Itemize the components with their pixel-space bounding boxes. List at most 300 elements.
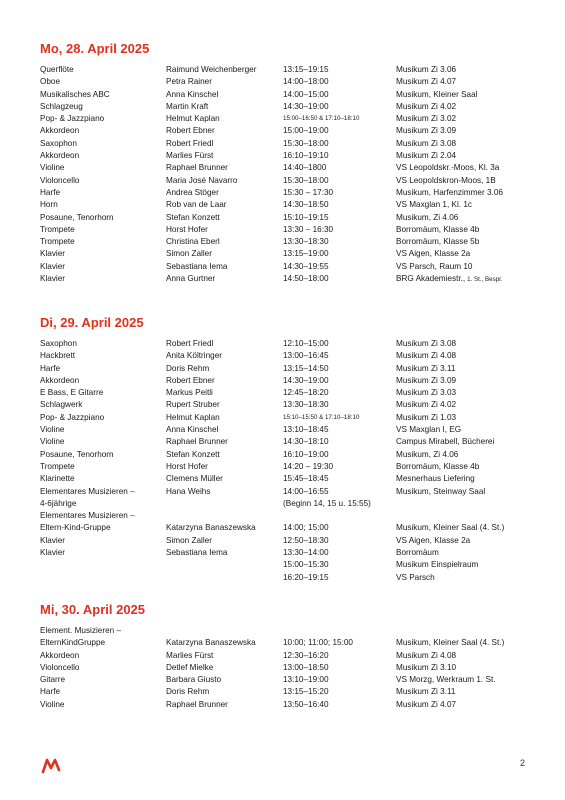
teacher-cell: [166, 461, 208, 473]
teacher-cell: [166, 76, 212, 88]
time-cell-text: 15:10–15:50 & 17:10–18:10: [283, 413, 360, 421]
teacher-cell: [166, 547, 227, 559]
time-cell: [283, 436, 329, 448]
time-cell: [283, 572, 329, 584]
time-cell-text: 13:00–16:45: [283, 351, 329, 361]
room-cell-text: Musikum Zi 4.02: [396, 101, 457, 111]
room-cell: [396, 637, 504, 649]
time-cell: [283, 650, 329, 662]
schedule-row: [40, 350, 540, 362]
schedule-row: [40, 559, 540, 571]
room-cell: [396, 686, 455, 698]
room-cell: [396, 559, 478, 571]
room-cell: [396, 101, 456, 113]
room-cell-text: VS Leopoldskron-Moos, 1B: [396, 175, 496, 185]
teacher-cell-text: Doris Rehm: [166, 687, 210, 697]
time-cell: [283, 461, 333, 473]
time-cell: [283, 101, 329, 113]
room-cell-text: VS Parsch: [396, 572, 435, 582]
schedule-row: [40, 449, 540, 461]
subject-cell: [40, 248, 65, 260]
schedule-rows: [40, 64, 540, 285]
room-cell: [396, 387, 456, 399]
time-cell: [283, 64, 329, 76]
subject-cell-text: Klavier: [40, 535, 66, 545]
room-cell: [396, 522, 504, 534]
time-cell-text: 14:30–19:55: [283, 261, 329, 271]
room-cell: [396, 138, 456, 150]
teacher-cell-text: Simon Zaller: [166, 249, 212, 259]
subject-cell: [40, 273, 65, 285]
time-cell-text: 14:50–18:00: [283, 274, 329, 284]
subject-cell: [40, 76, 60, 88]
subject-cell: [40, 125, 79, 137]
teacher-cell: [166, 261, 227, 273]
subject-cell-text: Akkordeon: [40, 151, 80, 161]
subject-cell-text: Schlagzeug: [40, 101, 83, 111]
subject-cell-text: Saxophon: [40, 339, 77, 348]
teacher-cell-text: Hana Weihs: [166, 486, 211, 496]
schedule-row: [40, 650, 540, 662]
time-cell: [283, 686, 329, 698]
day-heading: Mo, 28. April 2025: [40, 41, 150, 56]
subject-cell-text: E Bass, E Gitarre: [40, 388, 104, 398]
schedule-row: [40, 101, 540, 113]
schedule-row: [40, 375, 540, 387]
room-cell-text: Musikum Zi 4.07: [396, 77, 457, 87]
time-cell: [283, 236, 329, 248]
time-cell-text: 13:30 – 16:30: [283, 224, 334, 234]
subject-cell-text: 4-6jährige: [40, 498, 77, 508]
room-cell: [396, 424, 461, 436]
room-cell-text: Musikum Zi 3.09: [396, 375, 457, 385]
subject-cell-text: Musikalisches ABC: [40, 89, 110, 99]
subject-cell-text: Klavier: [40, 548, 66, 558]
time-cell: [283, 662, 329, 674]
teacher-cell-text: Christina Eberl: [166, 237, 220, 247]
day-heading: Di, 29. April 2025: [40, 315, 144, 330]
time-cell: [283, 473, 329, 485]
room-cell: [396, 399, 456, 411]
time-cell: [283, 273, 329, 285]
schedule-row: [40, 138, 540, 150]
subject-cell-text: Oboe: [40, 77, 61, 87]
teacher-cell: [166, 187, 219, 199]
subject-cell-text: Violine: [40, 425, 65, 435]
subject-cell-text: Elementares Musizieren –: [40, 486, 135, 496]
teacher-cell: [166, 350, 222, 362]
time-cell-text: 14:30–19:00: [283, 101, 329, 111]
subject-cell-text: Element. Musizieren –: [40, 626, 121, 635]
time-cell-text: 15:00–19:00: [283, 126, 329, 136]
time-cell: [283, 76, 329, 88]
teacher-cell: [166, 522, 256, 534]
time-cell-text: 15:45–18:45: [283, 474, 329, 484]
subject-cell-text: Horn: [40, 200, 58, 210]
teacher-cell-text: Anna Kinschel: [166, 425, 219, 435]
time-cell: [283, 424, 329, 436]
time-cell-text: 13:15–19:00: [283, 249, 329, 259]
time-cell-text: (Beginn 14, 15 u. 15:55): [283, 498, 371, 508]
subject-cell: [40, 650, 79, 662]
room-cell-text: Musikum Zi 3.11: [396, 687, 456, 697]
schedule-row: [40, 150, 540, 162]
teacher-cell-text: Maria José Navarro: [166, 175, 238, 185]
time-cell: [283, 338, 329, 350]
subject-cell-text: Harfe: [40, 687, 61, 697]
time-cell-text: 14:00–16:55: [283, 486, 329, 496]
schedule-row: [40, 522, 540, 534]
teacher-cell: [166, 236, 220, 248]
schedule-rows: [40, 625, 540, 711]
subject-cell-text: Harfe: [40, 187, 61, 197]
teacher-cell-text: Petra Rainer: [166, 77, 212, 87]
room-cell: [396, 436, 494, 448]
time-cell: [283, 199, 329, 211]
subject-cell-text: Posaune, Tenorhorn: [40, 449, 114, 459]
schedule-row: [40, 412, 540, 424]
subject-cell: [40, 535, 65, 547]
teacher-cell-text: Detlef Mielke: [166, 662, 214, 672]
subject-cell: [40, 212, 114, 224]
time-cell-text: 12:45–18:20: [283, 388, 329, 398]
time-cell-text: 14:20 – 19:30: [283, 461, 334, 471]
teacher-cell-text: Rob van de Laar: [166, 200, 227, 210]
time-cell: [283, 547, 329, 559]
time-cell: [283, 387, 329, 399]
subject-cell-text: ElternKindGruppe: [40, 638, 106, 648]
teacher-cell: [166, 224, 208, 236]
room-cell: [396, 449, 458, 461]
teacher-cell-text: Raimund Weichenberger: [166, 65, 257, 74]
schedule-row: [40, 547, 540, 559]
teacher-cell-text: Simon Zaller: [166, 535, 212, 545]
room-cell: [396, 248, 470, 260]
subject-cell-text: Saxophon: [40, 138, 77, 148]
subject-cell: [40, 473, 75, 485]
teacher-cell-text: Raphael Brunner: [166, 699, 228, 709]
room-cell-text: VS Maxglan I, EG: [396, 425, 462, 435]
teacher-cell-text: Helmut Kaplan: [166, 412, 220, 422]
room-cell-text: Musikum Zi 3.03: [396, 388, 457, 398]
time-cell-text: 14:30–18:10: [283, 437, 329, 447]
teacher-cell-text: Raphael Brunner: [166, 163, 228, 173]
teacher-cell: [166, 399, 220, 411]
time-cell-text: 16:10–19:10: [283, 151, 329, 161]
time-cell-text: 16:20–19:15: [283, 572, 329, 582]
time-cell-text: 13:15–19:15: [283, 65, 329, 74]
schedule-row: [40, 338, 540, 350]
teacher-cell-text: Horst Hofer: [166, 461, 208, 471]
time-cell-text: 14:40–1800: [283, 163, 327, 173]
time-cell-text: 13:10–19:00: [283, 675, 329, 685]
teacher-cell-text: Katarzyna Banaszewska: [166, 638, 256, 648]
teacher-cell: [166, 637, 256, 649]
time-cell: [283, 637, 353, 649]
room-cell-text: Musikum Zi 1.03: [396, 412, 457, 422]
day-section: [40, 601, 540, 711]
room-cell-text: Borromäum, Klasse 4b: [396, 224, 480, 234]
schedule-row: [40, 175, 540, 187]
time-cell-text: 15:30 – 17:30: [283, 187, 334, 197]
room-cell: [396, 212, 458, 224]
room-cell-text: Musikum Zi 3.08: [396, 339, 457, 348]
time-cell: [283, 699, 329, 711]
teacher-cell-text: Barbara Giusto: [166, 675, 222, 685]
room-cell-text: Mesnerhaus Liefering: [396, 474, 475, 484]
room-cell: [396, 150, 456, 162]
room-cell-text: BRG Akademiestr.,: [396, 274, 466, 284]
time-cell-text: 13:30–18:30: [283, 400, 329, 410]
teacher-cell-text: Marlies Fürst: [166, 650, 214, 660]
room-cell: [396, 236, 479, 248]
room-cell: [396, 375, 456, 387]
subject-cell-text: Violine: [40, 437, 65, 447]
teacher-cell: [166, 674, 221, 686]
subject-cell: [40, 412, 104, 424]
room-cell-text: VS Morzg, Werkraum 1. St.: [396, 675, 496, 685]
teacher-cell: [166, 113, 220, 125]
schedule-row: [40, 387, 540, 399]
subject-cell-text: Schlagwerk: [40, 400, 83, 410]
subject-cell: [40, 637, 105, 649]
room-cell: [396, 175, 496, 187]
schedule-row: [40, 510, 540, 522]
time-cell-text: 12:10–15:00: [283, 339, 329, 348]
time-cell-text: 13:00–18:50: [283, 662, 329, 672]
teacher-cell: [166, 138, 213, 150]
subject-cell-text: Klarinette: [40, 474, 75, 484]
time-cell: [283, 212, 329, 224]
time-cell: [283, 261, 329, 273]
teacher-cell-text: Raphael Brunner: [166, 437, 228, 447]
teacher-cell: [166, 662, 213, 674]
time-cell: [283, 498, 371, 510]
room-cell-text: Borromäum, Klasse 5b: [396, 237, 480, 247]
room-cell-text: Musikum Zi 3.09: [396, 126, 457, 136]
teacher-cell: [166, 248, 212, 260]
room-cell-text: Musikum Zi 3.02: [396, 114, 457, 124]
time-cell: [283, 535, 329, 547]
schedule-row: [40, 89, 540, 101]
room-cell-text: Musikum Zi 4.07: [396, 699, 457, 709]
schedule-row: [40, 637, 540, 649]
room-cell-text: VS Aigen, Klasse 2a: [396, 249, 471, 259]
time-cell-text: 15:00–16:50 & 17:10–18:10: [283, 115, 360, 123]
teacher-cell: [166, 212, 220, 224]
subject-cell: [40, 399, 82, 411]
teacher-cell: [166, 387, 213, 399]
teacher-cell-text: Katarzyna Banaszewska: [166, 523, 256, 533]
teacher-cell: [166, 363, 209, 375]
teacher-cell: [166, 535, 212, 547]
subject-cell: [40, 449, 114, 461]
teacher-cell: [166, 424, 218, 436]
room-cell-text: Musikum Zi 4.08: [396, 351, 457, 361]
day-section: [40, 314, 540, 584]
subject-cell-text: Violoncello: [40, 175, 80, 185]
time-cell-text: 15:30–18:00: [283, 175, 329, 185]
room-note: 1. St., Bespr.: [467, 276, 503, 284]
room-cell-text: Musikum Zi 4.08: [396, 650, 457, 660]
teacher-cell: [166, 101, 208, 113]
room-cell: [396, 113, 456, 125]
subject-cell-text: Eltern-Kind-Gruppe: [40, 523, 111, 533]
subject-cell: [40, 199, 58, 211]
subject-cell-text: Akkordeon: [40, 650, 80, 660]
room-cell: [396, 473, 475, 485]
subject-cell-text: Klavier: [40, 249, 66, 259]
teacher-cell-text: Rupert Struber: [166, 400, 220, 410]
subject-cell-text: Harfe: [40, 363, 61, 373]
room-cell: [396, 89, 477, 101]
room-cell: [396, 76, 456, 88]
schedule-row: [40, 424, 540, 436]
teacher-cell-text: Helmut Kaplan: [166, 114, 220, 124]
time-cell: [283, 125, 329, 137]
subject-cell-text: Akkordeon: [40, 126, 80, 136]
time-cell: [283, 449, 329, 461]
room-cell: [396, 199, 472, 211]
teacher-cell-text: Andrea Stöger: [166, 187, 219, 197]
subject-cell-text: Pop- & Jazzpiano: [40, 412, 105, 422]
time-cell: [283, 138, 329, 150]
subject-cell: [40, 350, 75, 362]
subject-cell: [40, 498, 76, 510]
teacher-cell-text: Sebastiana Iema: [166, 261, 228, 271]
teacher-cell-text: Robert Friedl: [166, 339, 214, 348]
schedule-row: [40, 363, 540, 375]
room-cell: [396, 486, 485, 498]
room-cell-text: Musikum, Zi 4.06: [396, 449, 459, 459]
room-cell: [396, 662, 456, 674]
schedule-row: [40, 699, 540, 711]
time-cell-text: 15:30–18:00: [283, 138, 329, 148]
time-cell-text: 10:00; 11:00; 15:00: [283, 638, 353, 648]
subject-cell: [40, 674, 65, 686]
room-cell: [396, 350, 456, 362]
teacher-cell-text: Anna Kinschel: [166, 89, 219, 99]
time-cell: [283, 187, 333, 199]
teacher-cell-text: Anna Gurtner: [166, 274, 216, 284]
room-cell-text: Campus Mirabell, Bücherei: [396, 437, 495, 447]
subject-cell: [40, 547, 65, 559]
subject-cell: [40, 187, 60, 199]
room-cell-text: Musikum Zi 3.08: [396, 138, 457, 148]
teacher-cell-text: Anita Költringer: [166, 351, 222, 361]
room-cell: [396, 187, 503, 199]
teacher-cell-text: Horst Hofer: [166, 224, 208, 234]
schedule-row: [40, 662, 540, 674]
time-cell-text: 15:10–19:15: [283, 212, 329, 222]
schedule-row: [40, 461, 540, 473]
time-cell: [283, 89, 329, 101]
teacher-cell: [166, 650, 213, 662]
teacher-cell-text: Robert Ebner: [166, 375, 215, 385]
teacher-cell-text: Clemens Müller: [166, 474, 223, 484]
room-cell-text: Musikum Einspielraum: [396, 560, 479, 570]
room-cell-text: Musikum Zi 4.02: [396, 400, 457, 410]
schedule-row: [40, 436, 540, 448]
teacher-cell-text: Doris Rehm: [166, 363, 210, 373]
time-cell: [283, 559, 329, 571]
room-cell-text: Musikum, Kleiner Saal: [396, 89, 478, 99]
subject-cell-text: Akkordeon: [40, 375, 80, 385]
day-section: [40, 40, 540, 285]
room-cell-text: Borromäum, Klasse 4b: [396, 461, 480, 471]
room-cell-text: Musikum Zi 3.11: [396, 363, 456, 373]
subject-cell: [40, 486, 135, 498]
room-cell: [396, 412, 456, 424]
teacher-cell: [166, 338, 213, 350]
schedule-row: [40, 535, 540, 547]
subject-cell-text: Pop- & Jazzpiano: [40, 114, 105, 124]
schedule-row: [40, 224, 540, 236]
subject-cell-text: Trompete: [40, 237, 75, 247]
subject-cell-text: Klavier: [40, 274, 66, 284]
subject-cell-text: Posaune, Tenorhorn: [40, 212, 114, 222]
subject-cell: [40, 662, 79, 674]
schedule-row: [40, 199, 540, 211]
time-cell-text: 12:50–18:30: [283, 535, 329, 545]
time-cell: [283, 350, 329, 362]
room-cell: [396, 64, 456, 76]
room-cell-text: Musikum, Steinway Saal: [396, 486, 486, 496]
room-cell-text: VS Parsch, Raum 10: [396, 261, 473, 271]
subject-cell: [40, 338, 77, 350]
subject-cell-text: Elementares Musizieren –: [40, 511, 135, 521]
schedule-row: [40, 76, 540, 88]
subject-cell: [40, 175, 79, 187]
schedule-row: [40, 498, 540, 510]
teacher-cell: [166, 89, 218, 101]
teacher-cell: [166, 473, 223, 485]
time-cell-text: 13:30–18:30: [283, 237, 329, 247]
schedule-row: [40, 64, 540, 76]
room-cell: [396, 547, 439, 559]
subject-cell: [40, 89, 110, 101]
subject-cell: [40, 375, 79, 387]
time-cell-text: 14:00–18:00: [283, 77, 329, 87]
time-cell: [283, 113, 359, 125]
teacher-cell: [166, 449, 220, 461]
teacher-cell-text: Stefan Konzett: [166, 449, 220, 459]
room-cell-text: VS Maxglan 1, Kl. 1c: [396, 200, 472, 210]
subject-cell: [40, 162, 64, 174]
subject-cell: [40, 461, 75, 473]
teacher-cell: [166, 375, 215, 387]
subject-cell: [40, 113, 104, 125]
schedule-row: [40, 674, 540, 686]
subject-cell: [40, 625, 121, 637]
subject-cell: [40, 101, 83, 113]
time-cell: [283, 522, 329, 534]
subject-cell: [40, 224, 75, 236]
teacher-cell-text: Martin Kraft: [166, 101, 209, 111]
room-cell-text: VS Aigen, Klasse 2a: [396, 535, 471, 545]
room-cell: [396, 125, 456, 137]
time-cell: [283, 175, 329, 187]
room-cell-text: Musikum Zi 3.10: [396, 662, 457, 672]
teacher-cell-text: Sebastiana Iema: [166, 548, 228, 558]
time-cell-text: 15:00–15:30: [283, 560, 329, 570]
room-cell: [396, 650, 456, 662]
room-cell: [396, 699, 456, 711]
room-cell: [396, 338, 456, 350]
time-cell: [283, 674, 329, 686]
page-number: 2: [519, 758, 525, 768]
time-cell-text: 13:10–18:45: [283, 425, 329, 435]
